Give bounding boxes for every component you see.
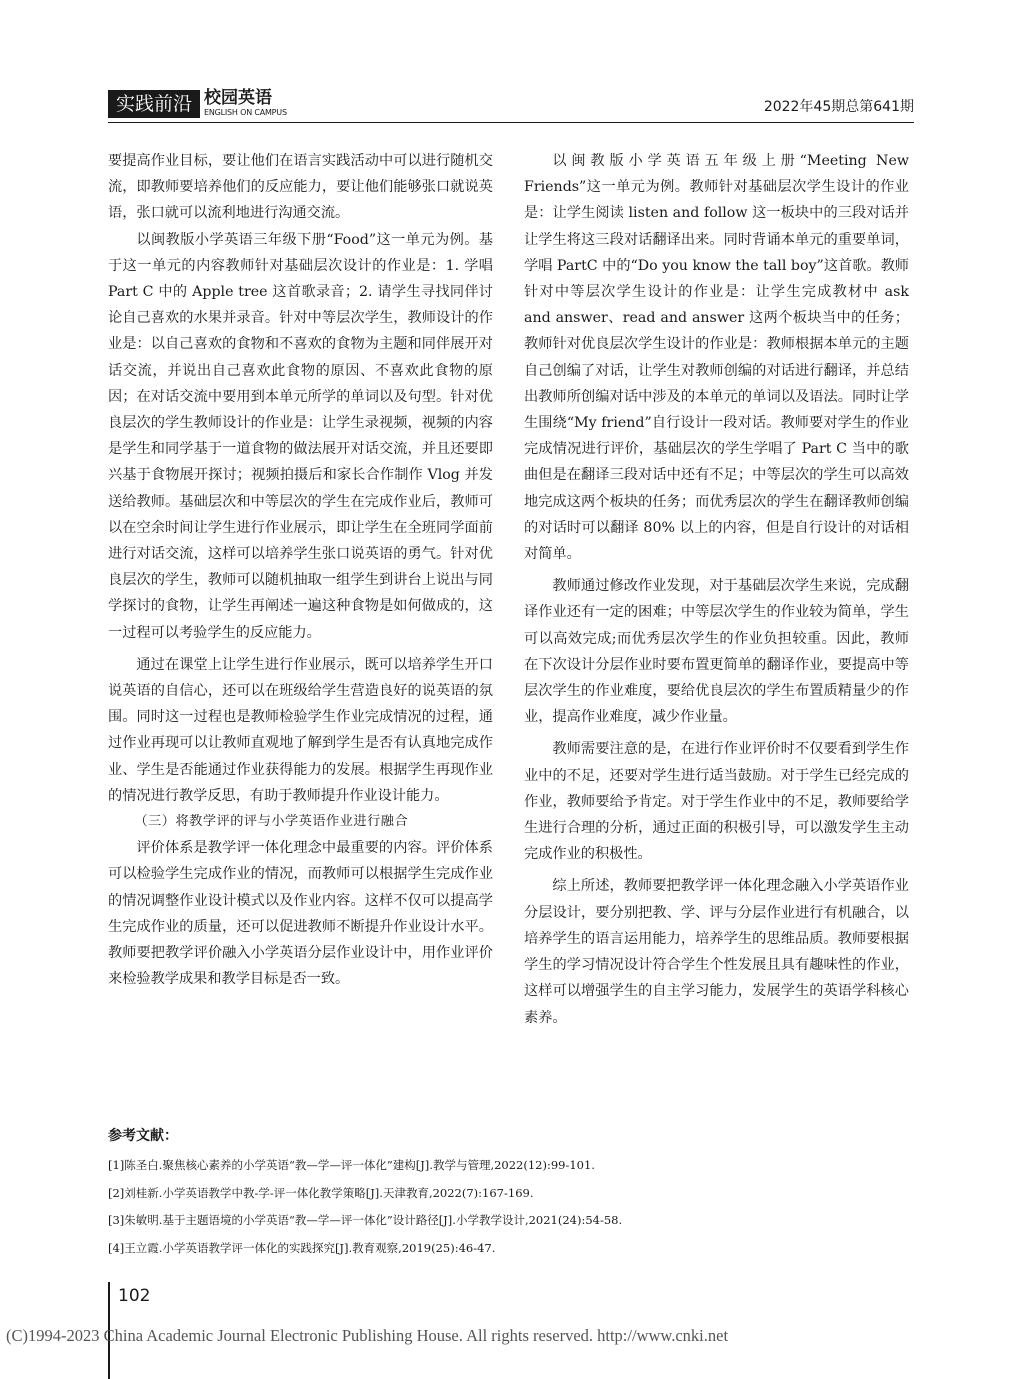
journal-name-cn: 校园英语 (204, 88, 272, 108)
reference-item: [4]王立霞.小学英语教学评一体化的实践探究[J].教育观察,2019(25):46-47. (108, 1240, 496, 1255)
paragraph: 通过在课堂上让学生进行作业展示，既可以培养学生开口说英语的自信心，还可以在班级给学生营造良好的说英语的氛围。同时这一过程也是教师检验学生作业完成情况的过程，通过作业再现可以让教师直观地了解到学生是否有认真地完成作业、学生是否能通过作业获得能力的发展。根据学生再现作业的情况进行教学反思，有助于教师提升作业设计能力。 (108, 656, 493, 804)
references (108, 1126, 914, 1262)
paragraph: 要提高作业目标，要让他们在语言实践活动中可以进行随机交流，即教师要培养他们的反应能力，要让他们能够张口就说英语，张口就可以流利地进行沟通交流。 (108, 153, 493, 222)
paragraph: 以闽教版小学英语三年级下册“Food”这一单元为例。基于这一单元的内容教师针对基础层次设计的作业是：1. 学唱 Part C 中的 Apple tree 这首歌录音；2. 请学生寻找同伴讨论自己喜欢的水果并录音。针对中等层次学生，教师设计的作业是：以自己喜欢的食物和不喜欢的食物为主题和同伴展开对话交流，并说出自己喜欢此食物的原因、不喜欢此食物的原因；在对话交流中要用到本单元所学的单词以及句型。针对优良层次的学生教师设计的作业是：让学生录视频，视频的内容是学生和同学基于一道食物的做法展开对话交流，并且还要即兴基于食物展开探讨；视频拍摄后和家长合作制作 Vlog 并发送给教师。基础层次和中等层次的学生在完成作业后，教师可以在空余时间让学生进行作业展示，即让学生在全班同学面前进行对话交流，这样可以培养学生张口说英语的勇气。针对优良层次的学生，教师可以随机抽取一组学生到讲台上说出与同学探讨的食物，让学生再阐述一遍这种食物是如何做成的，这一过程可以考验学生的反应能力。 (108, 231, 493, 641)
left-column (108, 148, 493, 993)
references-title: 参考文献： (108, 1128, 178, 1144)
section-label: 实践前沿 (108, 90, 200, 118)
page-number: 102 (118, 1286, 151, 1306)
paragraph: 教师通过修改作业发现，对于基础层次学生来说，完成翻译作业还有一定的困难；中等层次学生的作业较为简单，学生可以高效完成;而优秀层次学生的作业负担较重。因此，教师在下次设计分层作业时要布置更简单的翻译作业，要提高中等层次学生的作业难度，要给优良层次的学生布置质精量少的作业，提高作业难度，减少作业量。 (524, 578, 909, 726)
paragraph: 教师需要注意的是，在进行作业评价时不仅要看到学生作业中的不足，还要对学生进行适当鼓励。对于学生已经完成的作业，教师要给予肯定。对于学生作业中的不足，教师要给学生进行合理的分析，通过正面的积极引导，可以激发学生主动完成作业的积极性。 (524, 741, 909, 863)
paragraph: 综上所述，教师要把教学评一体化理念融入小学英语作业分层设计，要分别把教、学、评与分层作业进行有机融合，以培养学生的语言运用能力，培养学生的思维品质。教师要根据学生的学习情况设计符合学生个性发展且具有趣味性的作业，这样可以增强学生的自主学习能力，发展学生的英语学科核心素养。 (524, 878, 909, 1026)
paragraph: 以闽教版小学英语五年级上册“Meeting New Friends”这一单元为例。教师针对基础层次学生设计的作业是：让学生阅读 listen and follow 这一板块中的三段对话并让学生将这三段对话翻译出来。同时背诵本单元的重要单词，学唱 PartC 中的“Do you know the tall boy”这首歌。教师针对中等层次学生设计的作业是：让学生完成教材中 ask and answer、read and answer 这两个板块当中的任务；教师针对优良层次学生设计的作业是：教师根据本单元的主题自己创编了对话，让学生对教师创编的对话进行翻译，并总结出教师所创编对话中涉及的本单元的单词以及语法。同时让学生围绕“My friend”自行设计一段对话。教师要对学生的作业完成情况进行评价，基础层次的学生学唱了 Part C 当中的歌曲但是在翻译三段对话中还有不足；中等层次的学生可以高效地完成这两个板块的任务；而优秀层次的学生在翻译教师创编的对话时可以翻译 80% 以上的内容，但是自行设计的对话相对简单。 (524, 153, 909, 563)
paragraph: 评价体系是教学评一体化理念中最重要的内容。评价体系可以检验学生完成作业的情况，而教师可以根据学生完成作业的情况调整作业设计模式以及作业内容。这样不仅可以提高学生完成作业的质量，还可以促进教师不断提升作业设计水平。教师要把教学评价融入小学英语分层作业设计中，用作业评价来检验教学成果和教学目标是否一致。 (108, 840, 493, 988)
header-divider (108, 122, 914, 123)
copyright-notice: (C)1994-2023 China Academic Journal Electronic Publishing House. All rights reserved. http://www.cnki.net (6, 1326, 729, 1345)
journal-name-en: ENGLISH ON CAMPUS (204, 108, 287, 117)
reference-item: [1]陈圣白.聚焦核心素养的小学英语“教—学—评一体化”建构[J].教学与管理,2022(12):99-101. (108, 1158, 595, 1172)
section-heading: （三）将教学评的评与小学英语作业进行融合 (134, 814, 409, 830)
issue-info: 2022年45期总第641期 (763, 99, 914, 115)
page-header (108, 88, 914, 122)
reference-item: [2]刘桂新.小学英语教学中教-学-评一体化教学策略[J].天津教育,2022(7):167-169. (108, 1185, 534, 1200)
reference-item: [3]朱敏明.基于主题语境的小学英语“教—学—评一体化”设计路径[J].小学教学设计,2021(24):54-58. (108, 1213, 623, 1227)
right-column (524, 148, 909, 1031)
